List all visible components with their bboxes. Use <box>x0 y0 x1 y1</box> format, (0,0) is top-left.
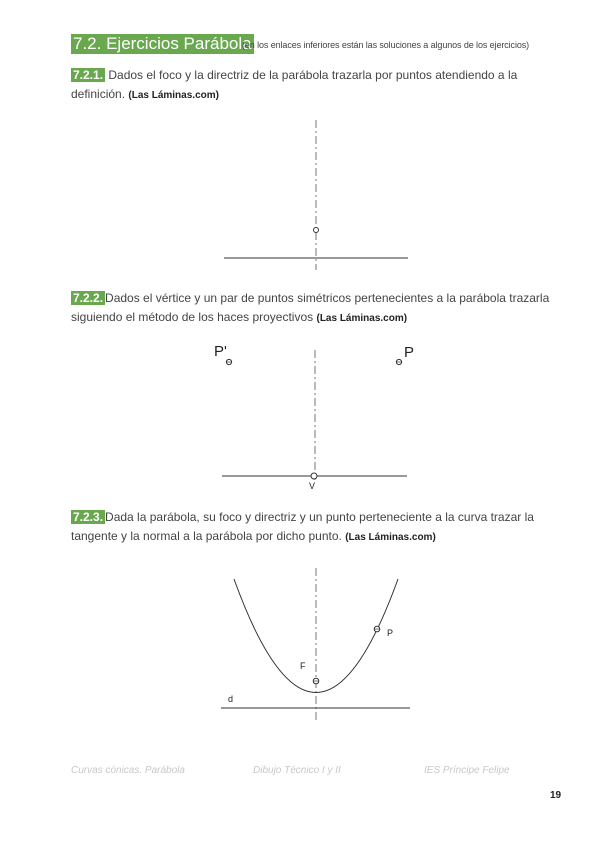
label-v: V <box>309 481 316 491</box>
label-f: F <box>300 661 306 671</box>
label-d: d <box>228 694 234 704</box>
label-p-prime: P' <box>214 343 227 360</box>
footer-school: IES Príncipe Felipe <box>424 765 510 776</box>
label-p: P <box>404 344 415 361</box>
exercise-3-link[interactable]: (Las Láminas.com) <box>345 532 436 543</box>
page-number: 19 <box>550 790 562 801</box>
footer-chapter: Curvas cónicas. Parábola <box>71 765 185 776</box>
exercise-1-text: Dados el foco y la directriz de la parábola trazarla por puntos atendiendo a la definición. <box>71 68 518 101</box>
exercise-3-number: 7.2.3. <box>73 510 104 524</box>
label-p: P <box>387 628 394 638</box>
exercise-1-link[interactable]: (Las Láminas.com) <box>128 90 219 101</box>
footer-course: Dibujo Técnico I y II <box>253 765 341 776</box>
exercise-2-text: Dados el vértice y un par de puntos simétricos pertenecientes a la parábola trazarla siguiendo el método de los haces proyectivos <box>71 291 550 324</box>
exercise-1-number: 7.2.1. <box>73 68 104 82</box>
exercise-2-number: 7.2.2. <box>73 291 104 305</box>
section-title: 7.2. Ejercicios Parábola <box>73 34 252 53</box>
exercise-2-link[interactable]: (Las Láminas.com) <box>316 313 408 324</box>
section-note: (en los enlaces inferiores están las soluciones a algunos de los ejercicios) <box>242 40 530 50</box>
exercise-3-text: Dada la parábola, su foco y directriz y un punto perteneciente a la curva trazar la tangente y la normal a la parábola por dicho punto. <box>71 510 534 543</box>
